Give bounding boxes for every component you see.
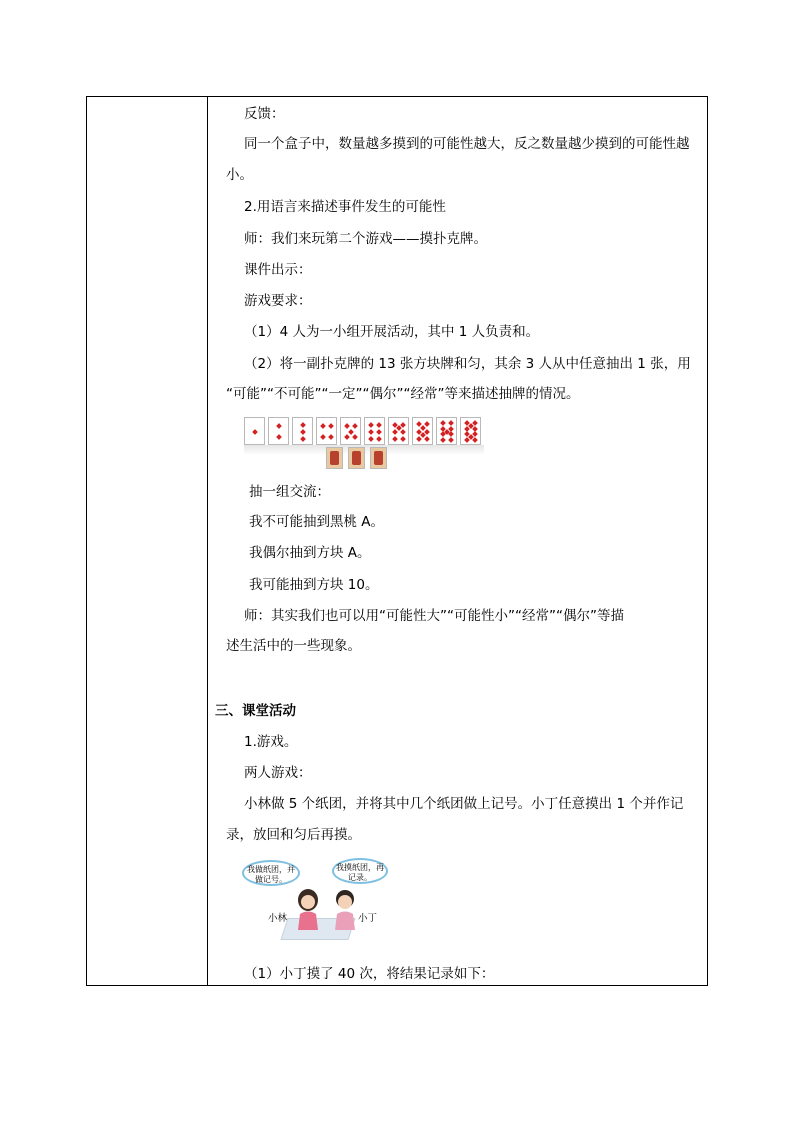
feedback-label: 反馈： [244, 106, 285, 122]
diamond-card [340, 417, 361, 445]
girl-figure [290, 888, 326, 930]
teacher-line-1: 师：我们来玩第二个游戏——摸扑克牌。 [244, 231, 487, 247]
diamond-card [364, 417, 385, 445]
game-title: 1.游戏。 [244, 734, 298, 750]
poker-cards-image [244, 415, 489, 473]
diamond-icon [400, 436, 406, 442]
diamond-icon [328, 434, 334, 440]
diamond-card [388, 417, 409, 445]
jack-card [326, 447, 343, 469]
diamond-icon [276, 434, 282, 440]
exchange-label: 抽一组交流： [249, 484, 330, 500]
diamond-icon [392, 436, 398, 442]
name-left: 小林 [268, 913, 288, 924]
boy-figure [328, 888, 362, 930]
diamond-icon [472, 437, 478, 443]
two-kids-illustration [240, 856, 390, 942]
diamond-icon [344, 434, 350, 440]
diamond-card [436, 417, 457, 445]
diamond-icon [276, 423, 282, 429]
diamond-icon [352, 423, 358, 429]
diamond-icon [368, 429, 374, 435]
student-statement-2: 我偶尔抽到方块 A。 [249, 545, 371, 561]
diamond-icon [368, 422, 374, 428]
diamond-icon [348, 429, 354, 435]
diamond-icon [440, 420, 446, 426]
diamond-icon [300, 422, 306, 428]
section-3-heading: 三、课堂活动 [215, 703, 296, 719]
diamond-icon [424, 436, 430, 442]
diamond-icon [376, 436, 382, 442]
king-card [370, 447, 387, 469]
diamond-card [460, 417, 481, 445]
game-description-1: 小林做 5 个纸团，并将其中几个纸团做上记号。小丁任意摸出 1 个并作记 [244, 796, 684, 812]
game-description-2: 录，放回和匀后再摸。 [226, 827, 361, 843]
diamond-icon [440, 437, 446, 443]
diamond-card [316, 417, 337, 445]
left-column [87, 97, 208, 985]
speech-bubble-right: 我摸纸团，再记录。 [332, 858, 388, 884]
rule-2-line-1: （2）将一副扑克牌的 13 张方块牌和匀，其余 3 人从中任意抽出 1 张，用 [244, 356, 691, 372]
section-2-title: 2.用语言来描述事件发生的可能性 [244, 199, 446, 215]
diamond-icon [448, 437, 454, 443]
rule-2-line-2: “可能”“不可能”“一定”“偶尔”“经常”等来描述抽牌的情况。 [226, 386, 580, 402]
diamond-card [268, 417, 289, 445]
teacher-line-2a: 师：其实我们也可以用“可能性大”“可能性小”“经常”“偶尔”等描 [244, 608, 624, 624]
queen-card [348, 447, 365, 469]
diamond-icon [344, 423, 350, 429]
diamond-card [292, 417, 313, 445]
student-statement-1: 我不可能抽到黑桃 A。 [249, 514, 385, 530]
diamond-icon [300, 436, 306, 442]
teacher-line-2b: 述生活中的一些现象。 [226, 638, 361, 654]
diamond-icon [416, 436, 422, 442]
diamond-icon [352, 434, 358, 440]
rule-1: （1）4 人为一小组开展活动，其中 1 人负责和。 [244, 324, 540, 340]
feedback-text-2: 小。 [226, 167, 253, 183]
speech-bubble-left: 我做纸团，并做记号。 [242, 860, 300, 886]
name-right: 小丁 [358, 913, 378, 924]
diamond-icon [376, 429, 382, 435]
game-rules-label: 游戏要求： [244, 293, 312, 309]
diamond-icon [376, 422, 382, 428]
student-statement-3: 我可能抽到方块 10。 [249, 577, 379, 593]
diamond-card [412, 417, 433, 445]
diamond-icon [320, 434, 326, 440]
result-intro: （1）小丁摸了 40 次，将结果记录如下： [244, 966, 495, 982]
diamond-icon [320, 423, 326, 429]
diamond-icon [400, 429, 406, 435]
diamond-icon [252, 429, 258, 435]
diamond-icon [368, 436, 374, 442]
diamond-icon [328, 423, 334, 429]
feedback-text-1: 同一个盒子中，数量越多摸到的可能性越大，反之数量越少摸到的可能性越 [244, 136, 690, 152]
two-players-label: 两人游戏： [244, 765, 312, 781]
diamond-icon [424, 421, 430, 427]
courseware-label: 课件出示： [244, 262, 312, 278]
diamond-card [244, 417, 265, 445]
diamond-icon [300, 429, 306, 435]
